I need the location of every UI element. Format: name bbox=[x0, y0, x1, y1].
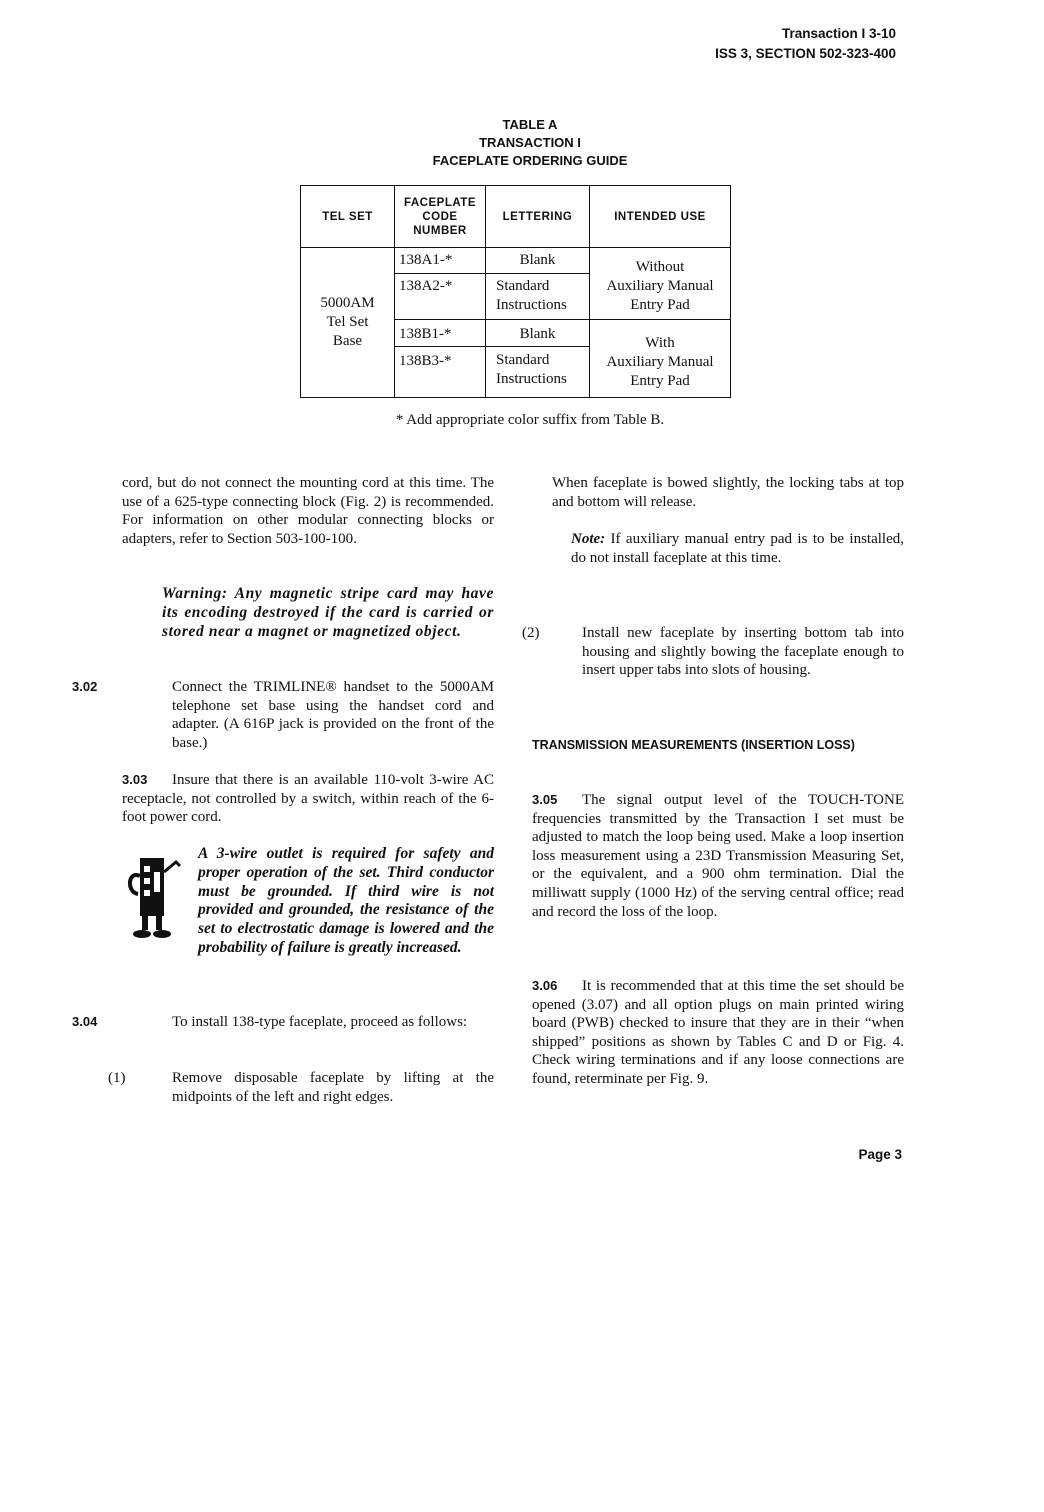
faceplate-release-text: When faceplate is bowed slightly, the locking tabs at top and bottom will release. bbox=[552, 475, 904, 510]
tel-set-cell: 5000AM Tel Set Base bbox=[301, 248, 395, 398]
step-number: (1) bbox=[108, 1070, 126, 1086]
faceplate-code: 138A2-* bbox=[395, 274, 486, 320]
header-section: ISS 3, SECTION 502-323-400 bbox=[715, 46, 896, 61]
caution-text: A 3-wire outlet is required for safety and proper operation of the set. Third conductor must be grounded. If third wire is not provided and grounded, the resistance of the set to electrostatic damage is lowered and the probability of failure is greatly increased. bbox=[198, 845, 494, 956]
faceplate-code: 138B1-* bbox=[395, 320, 486, 347]
faceplate-code: 138B3-* bbox=[395, 347, 486, 398]
step-number: (2) bbox=[522, 625, 540, 641]
paragraph-number: 3.05 bbox=[532, 792, 558, 807]
warning-text: Any magnetic stripe card may have its encoding destroyed if the card is carried or stored near a magnet or magnetized object. bbox=[162, 585, 494, 640]
paragraph-3-04 bbox=[72, 1013, 494, 1032]
paragraph-3-05 bbox=[532, 791, 904, 921]
step-2 bbox=[522, 624, 904, 680]
paragraph-number: 3.03 bbox=[122, 772, 148, 787]
paragraph-number: 3.06 bbox=[532, 978, 558, 993]
header-tel-set: TEL SET bbox=[301, 186, 395, 248]
section-heading: TRANSMISSION MEASUREMENTS (INSERTION LOSS) bbox=[532, 738, 855, 752]
paragraph-number: 3.04 bbox=[72, 1014, 98, 1029]
paragraph-text: Insure that there is an available 110-volt 3-wire AC receptacle, not controlled by a switch, within reach of the 6-foot power cord. bbox=[122, 772, 494, 826]
paragraph-3-06 bbox=[532, 977, 904, 1089]
table-footnote: * Add appropriate color suffix from Table B. bbox=[395, 412, 665, 428]
note-label: Note: bbox=[571, 531, 606, 547]
table-title-block bbox=[300, 116, 760, 170]
header-lettering: LETTERING bbox=[486, 186, 590, 248]
page-header bbox=[715, 24, 896, 64]
paragraph-text: To install 138-type faceplate, proceed as follows: bbox=[172, 1014, 468, 1030]
note-block bbox=[571, 530, 904, 567]
paragraph-3-02 bbox=[72, 678, 494, 752]
step-text: Remove disposable faceplate by lifting at the midpoints of the left and right edges. bbox=[172, 1070, 494, 1105]
lettering-cell: Blank bbox=[486, 248, 590, 274]
caution-figure-icon bbox=[118, 848, 186, 948]
warning-label: Warning: bbox=[162, 585, 228, 602]
lettering-cell: Standard Instructions bbox=[486, 347, 590, 398]
header-faceplate-code: FACEPLATE CODE NUMBER bbox=[395, 186, 486, 248]
paragraph-3-03 bbox=[122, 771, 494, 827]
header-transaction: Transaction I 3-10 bbox=[781, 26, 896, 41]
lettering-cell: Standard Instructions bbox=[486, 274, 590, 320]
intended-use-without: Without Auxiliary Manual Entry Pad bbox=[590, 248, 731, 320]
table-title: TRANSACTION I bbox=[479, 135, 581, 150]
table-subtitle: FACEPLATE ORDERING GUIDE bbox=[432, 153, 628, 168]
intro-paragraph: cord, but do not connect the mounting cord at this time. The use of a 625-type connecting block (Fig. 2) is recommended. For information on other modular connecting blocks or adapters, refer to Section 503-100-100. bbox=[122, 475, 494, 547]
header-intended-use: INTENDED USE bbox=[590, 186, 731, 248]
paragraph-text: The signal output level of the TOUCH-TONE frequencies transmitted by the Transaction I set must be adjusted to match the loop being used. Make a loop insertion loss measurement using a 23D Transmission Measuring Set, or the equivalent, and a 900 ohm termination. Dial the milliwatt supply (1000 Hz) of the serving central office; read and record the loss of the loop. bbox=[532, 792, 904, 920]
warning-block bbox=[162, 585, 494, 641]
paragraph-number: 3.02 bbox=[72, 679, 98, 694]
page-number: Page 3 bbox=[858, 1147, 902, 1162]
faceplate-code: 138A1-* bbox=[395, 248, 486, 274]
table-label: TABLE A bbox=[502, 117, 558, 132]
intended-use-with: With Auxiliary Manual Entry Pad bbox=[590, 320, 731, 398]
step-text: Install new faceplate by inserting bottom tab into housing and slightly bowing the faceplate enough to insert upper tabs into slots of housing. bbox=[582, 625, 904, 679]
paragraph-text: It is recommended that at this time the set should be opened (3.07) and all option plugs on main printed wiring board (PWB) checked to insure that they are in their “when shipped” positions as shown by Tables C and D or Fig. 4. Check wiring terminations and if any loose connections are found, reterminate per Fig. 9. bbox=[532, 978, 904, 1087]
paragraph-text: Connect the TRIMLINE® handset to the 5000AM telephone set base using the handset cord and adapter. (A 616P jack is provided on the front of the base.) bbox=[172, 679, 494, 751]
faceplate-ordering-table bbox=[300, 185, 731, 398]
lettering-cell: Blank bbox=[486, 320, 590, 347]
step-1 bbox=[108, 1069, 494, 1106]
note-text: If auxiliary manual entry pad is to be installed, do not install faceplate at this time. bbox=[571, 531, 904, 566]
